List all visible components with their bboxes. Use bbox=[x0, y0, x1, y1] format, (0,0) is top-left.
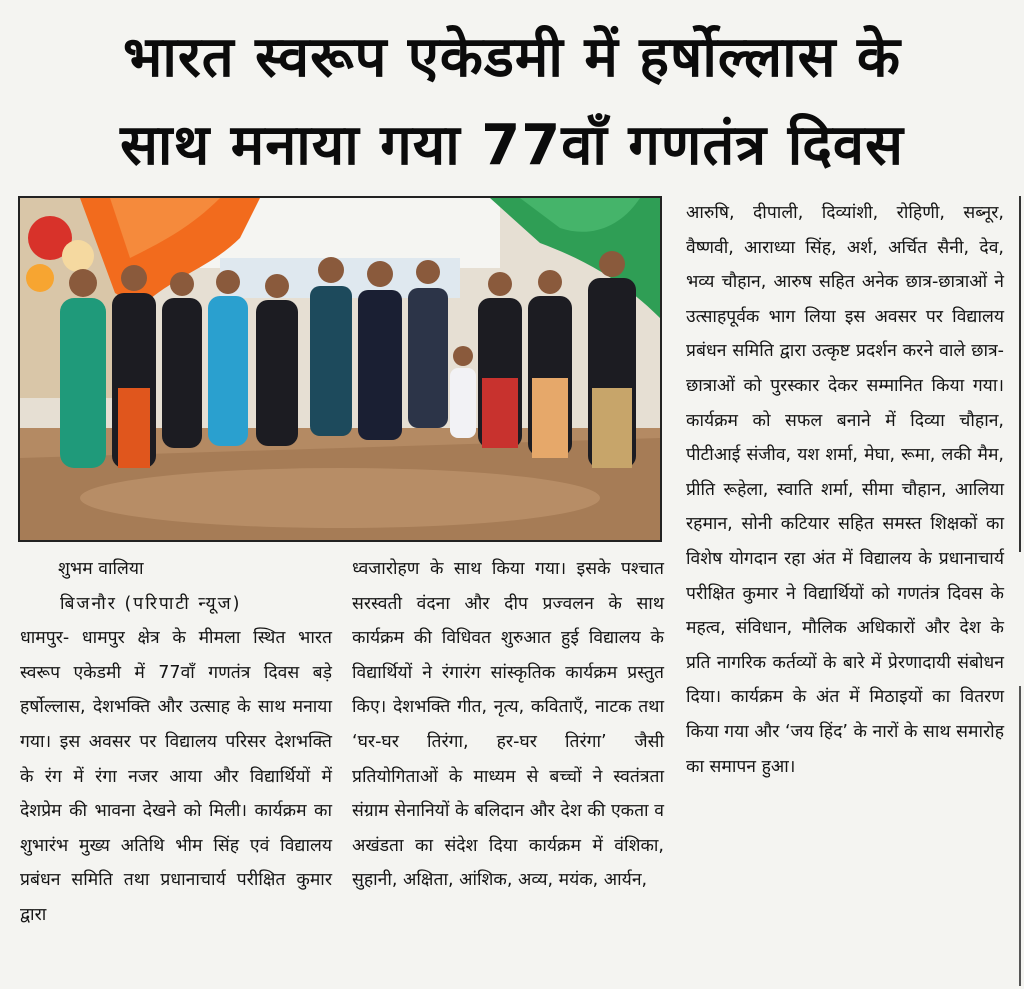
author-byline: शुभम वालिया bbox=[58, 559, 144, 579]
article-column-1 bbox=[20, 552, 332, 933]
article-text-col3: आरुषि, दीपाली, दिव्यांशी, रोहिणी, सब्नूर, वैष्णवी, आराध्या सिंह, अर्श, अर्चित सैनी, देव, भव्य चौहान, आरुष सहित अनेक छात्र-छात्राओं ने उत्साहपूर्वक भाग लिया इस अवसर पर विद्यालय प्रबंधन समिति द्वारा उत्कृष्ट प्रदर्शन करने वाले छात्र-छात्राओं को पुरस्कार देकर सम्मानित किया गया। कार्यक्रम को सफल बनाने में दिव्या चौहान, पीटीआई संजीव, यश शर्मा, मेघा, रूमा, लकी मैम, प्रीति रूहेला, स्वाति शर्मा, सीमा चौहान, आलिया रहमान, सोनी कटियार सहित समस्त शिक्षकों का विशेष योगदान रहा अंत में विद्यालय के प्रधानाचार्य परीक्षित कुमार ने विद्यार्थियों को गणतंत्र दिवस के महत्व, संविधान, मौलिक अधिकारों और देश के प्रति नागरिक कर्तव्यों के बारे में प्रेरणादायी संबोधन दिया। कार्यक्रम के अंत में मिठाइयों का वितरण किया गया और ‘जय हिंद’ के नारों के साथ समारोह का समापन हुआ। bbox=[686, 203, 1004, 777]
event-photo bbox=[18, 196, 662, 542]
column-divider bbox=[1019, 196, 1021, 552]
headline bbox=[10, 14, 1014, 190]
headline-line-2: साथ मनाया गया 77वाँ गणतंत्र दिवस bbox=[120, 113, 904, 178]
article-text-col1: धामपुर- धामपुर क्षेत्र के मीमला स्थित भारत स्वरूप एकेडमी में 77वाँ गणतंत्र दिवस बड़े हर्षोल्लास, देशभक्ति और उत्साह के साथ मनाया गया। इस अवसर पर विद्यालय परिसर देशभक्ति के रंग में रंगा नजर आया और विद्यार्थियों में देशप्रेम की भावना देखने को मिली। कार्यक्रम का शुभारंभ मुख्य अतिथि भीम सिंह एवं विद्यालय प्रबंधन समिति तथा प्रधानाचार्य परीक्षित कुमार द्वारा bbox=[20, 628, 332, 925]
article-text-col2: ध्वजारोहण के साथ किया गया। इसके पश्चात सरस्वती वंदना और दीप प्रज्वलन के साथ कार्यक्रम की विधिवत शुरुआत हुई विद्यालय के विद्यार्थियों ने रंगारंग सांस्कृतिक कार्यक्रम प्रस्तुत किए। देशभक्ति गीत, नृत्य, कविताएँ, नाटक तथा ‘घर-घर तिरंगा, हर-घर तिरंगा’ जैसी प्रतियोगिताओं के माध्यम से बच्चों ने स्वतंत्रता संग्राम सेनानियों के बलिदान और देश की एकता व अखंडता का संदेश दिया कार्यक्रम में वंशिका, सुहानी, अक्षिता, आंशिक, अव्य, मयंक, आर्यन, bbox=[352, 559, 664, 891]
group-photo-illustration bbox=[20, 198, 660, 540]
dateline: बिजनौर (परिपाटी न्यूज) bbox=[60, 593, 242, 614]
article-column-3 bbox=[686, 196, 1004, 784]
headline-line-1: भारत स्वरूप एकेडमी में हर्षोल्लास के bbox=[122, 25, 902, 90]
article-column-2 bbox=[352, 552, 664, 898]
column-divider bbox=[1019, 686, 1021, 986]
